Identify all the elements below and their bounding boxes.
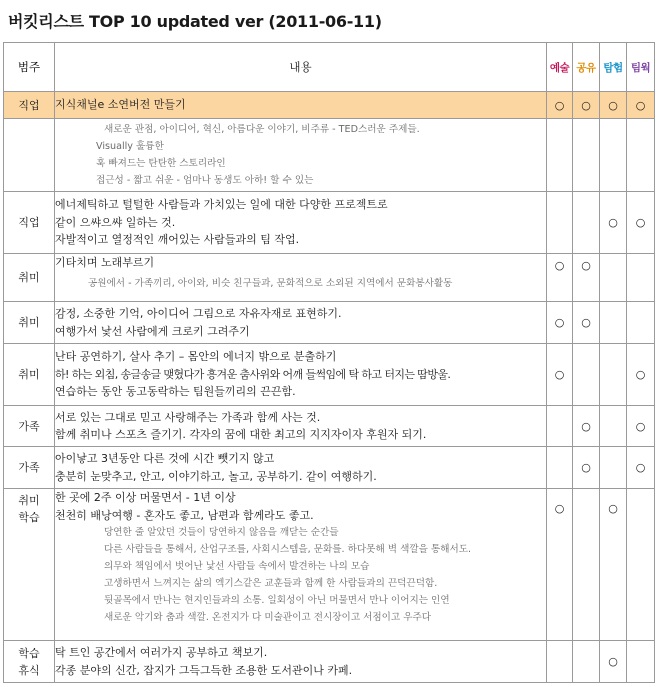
mark-teamwork: ○ <box>635 419 646 433</box>
category-label: 취미 <box>18 494 40 507</box>
detail-line: Visually 훌륭한 <box>96 141 164 152</box>
header-content: 내용 <box>55 43 547 92</box>
mark-cell <box>547 92 573 119</box>
mark-cell <box>600 406 627 447</box>
mark-cell <box>573 192 600 254</box>
mark-cell <box>573 641 600 683</box>
category-cell <box>4 302 55 344</box>
content-cell <box>55 302 547 344</box>
mark-cell <box>547 641 573 683</box>
table-row <box>4 192 655 254</box>
mark-share: ○ <box>581 259 591 272</box>
mark-cell <box>627 344 655 406</box>
mark-cell <box>600 192 627 254</box>
table-row <box>4 447 655 489</box>
mark-cell <box>600 119 627 192</box>
content-cell <box>55 344 547 406</box>
mark-cell <box>600 92 627 119</box>
mark-cell <box>600 489 627 641</box>
mark-cell <box>600 447 627 489</box>
detail-line: 접근성 - 짧고 쉬운 - 엄마나 동생도 아하! 할 수 있는 <box>96 175 314 186</box>
mark-cell <box>600 344 627 406</box>
detail-line: 당연한 줄 알았던 것들이 당연하지 않음을 깨닫는 순간들 <box>104 527 339 538</box>
table-row <box>4 406 655 447</box>
category-cell <box>4 192 55 254</box>
content-cell <box>55 447 547 489</box>
content-line: 하! 하는 외침, 송글송글 맺혔다가 흥겨운 춤사위와 어깨 들썩임에 탁 하고 터지는 땀방울. <box>55 367 451 381</box>
mark-share: ○ <box>581 98 591 112</box>
mark-cell <box>627 489 655 641</box>
content-line: 아이낳고 3년동안 다른 것에 시간 뺏기지 않고 <box>55 452 275 465</box>
mark-cell <box>600 302 627 344</box>
mark-teamwork: ○ <box>635 461 646 474</box>
category-cell <box>4 406 55 447</box>
mark-share: ○ <box>581 316 591 329</box>
category-cell <box>4 447 55 489</box>
mark-art: ○ <box>554 259 565 272</box>
content-cell <box>55 192 547 254</box>
mark-cell <box>627 254 655 302</box>
content-line: 기타치며 노래부르기 <box>55 256 155 269</box>
content-cell <box>55 119 547 192</box>
table-row <box>4 254 655 302</box>
mark-cell <box>573 406 600 447</box>
mark-cell <box>573 344 600 406</box>
table-row <box>4 344 655 406</box>
category-label: 취미 <box>18 271 40 284</box>
mark-cell <box>600 254 627 302</box>
detail-line: 다른 사람들을 통해서, 산업구조를, 사회시스템을, 문화를. 하다못해 벽 색깔을 통해서도. <box>104 544 472 555</box>
mark-cell <box>627 192 655 254</box>
table-row <box>4 302 655 344</box>
mark-art: ○ <box>554 368 565 381</box>
mark-cell <box>547 302 573 344</box>
mark-cell <box>547 119 573 192</box>
content-cell <box>55 641 547 683</box>
mark-teamwork: ○ <box>635 216 646 229</box>
mark-cell <box>547 192 573 254</box>
mark-teamwork: ○ <box>635 98 646 112</box>
content-line: 에너제틱하고 털털한 사람들과 가치있는 일에 대한 다양한 프로젝트로 <box>55 198 388 212</box>
mark-art: ○ <box>554 316 565 329</box>
header-category: 범주 <box>4 43 55 92</box>
header-explore: 탐험 <box>600 43 627 92</box>
mark-cell <box>547 344 573 406</box>
table-row <box>4 92 655 119</box>
content-cell <box>55 406 547 447</box>
content-line: 여행가서 낯선 사람에게 크로키 그려주기 <box>55 324 250 338</box>
mark-explore: ○ <box>608 502 618 515</box>
category-cell <box>4 92 55 119</box>
content-line: 난타 공연하기, 살사 추기 – 몸안의 에너지 밖으로 분출하기 <box>55 350 337 364</box>
mark-share: ○ <box>581 461 591 474</box>
category-cell <box>4 641 55 683</box>
bucket-list-table <box>3 42 655 683</box>
category-cell <box>4 254 55 302</box>
header-art: 예술 <box>547 43 573 92</box>
detail-line: 공원에서 - 가족끼리, 아이와, 비슷 친구들과, 문화적으로 소외된 지역에서 문화봉사활동 <box>88 277 453 289</box>
mark-explore: ○ <box>608 655 618 668</box>
content-line: 각종 분야의 신간, 잡지가 그득그득한 조용한 도서관이나 카페. <box>55 663 353 677</box>
category-label: 휴식 <box>18 663 40 677</box>
header-share: 공유 <box>573 43 600 92</box>
table-row <box>4 489 655 641</box>
mark-explore: ○ <box>608 216 618 229</box>
header-teamwork: 팀웍 <box>627 43 655 92</box>
mark-cell <box>627 92 655 119</box>
mark-cell <box>573 447 600 489</box>
detail-line: 뒷골목에서 만나는 현지인들과의 소통. 일회성이 아닌 머물면서 만나 이어지는 인연 <box>104 595 450 606</box>
mark-cell <box>627 119 655 192</box>
content-line: 연습하는 동안 동고동락하는 팀원들끼리의 끈끈함. <box>55 385 296 399</box>
mark-cell <box>600 641 627 683</box>
mark-cell <box>627 302 655 344</box>
table-row <box>4 119 655 192</box>
category-label: 직업 <box>18 216 40 229</box>
page-title: 버킷리스트 TOP 10 updated ver (2011-06-11) <box>8 12 382 31</box>
detail-line: 의무와 책임에서 벗어난 낯선 사람들 속에서 발견하는 나의 모습 <box>104 561 370 572</box>
content-line: 감정, 소중한 기억, 아이디어 그림으로 자유자재로 표현하기. <box>55 307 342 320</box>
mark-explore: ○ <box>608 98 618 112</box>
category-label: 취미 <box>18 316 40 329</box>
table-row <box>4 641 655 683</box>
content-line: 천천히 배낭여행 - 혼자도 좋고, 남편과 함께라도 좋고. <box>55 508 314 522</box>
mark-cell <box>627 641 655 683</box>
mark-art: ○ <box>554 502 565 515</box>
mark-teamwork: ○ <box>635 368 646 381</box>
mark-cell <box>547 447 573 489</box>
mark-cell <box>573 119 600 192</box>
detail-line: 새로운 관점, 아이디어, 혁신, 아름다운 이야기, 비주류 - TED스러운 주제들. <box>104 124 420 135</box>
mark-cell <box>573 302 600 344</box>
content-line: 자발적이고 열정적인 깨어있는 사람들과의 팀 작업. <box>55 233 300 247</box>
content-line: 충분히 눈맞추고, 안고, 이야기하고, 놀고, 공부하기. 같이 여행하기. <box>55 469 377 483</box>
mark-cell <box>573 489 600 641</box>
detail-line: 고생하면서 느껴지는 삶의 엑기스같은 교훈들과 함께 한 사람들과의 끈덕끈덕함. <box>104 578 438 589</box>
content-line: 같이 으쌰으쌰 일하는 것. <box>55 215 176 229</box>
category-label: 가족 <box>18 419 40 433</box>
mark-cell <box>573 92 600 119</box>
content-line: 함께 취미나 스포츠 즐기기. 각자의 꿈에 대한 최고의 지지자이자 후원자 되기. <box>55 428 427 441</box>
category-label: 학습 <box>18 511 40 524</box>
mark-cell <box>573 254 600 302</box>
category-cell <box>4 489 55 641</box>
category-cell <box>4 119 55 192</box>
mark-cell <box>627 406 655 447</box>
category-cell <box>4 344 55 406</box>
category-label: 취미 <box>18 368 40 381</box>
category-label: 학습 <box>18 646 40 660</box>
mark-cell <box>627 447 655 489</box>
content-cell <box>55 92 547 119</box>
mark-cell <box>547 254 573 302</box>
content-line: 지식채널e 소연버전 만들기 <box>55 98 186 112</box>
mark-art: ○ <box>554 98 565 112</box>
content-cell <box>55 254 547 302</box>
detail-line: 훅 빠져드는 탄탄한 스토리라인 <box>96 158 226 169</box>
content-line: 서로 있는 그대로 믿고 사랑해주는 가족과 함께 사는 것. <box>55 410 321 424</box>
header-row <box>4 43 655 92</box>
content-line: 한 곳에 2주 이상 머물면서 - 1년 이상 <box>55 491 236 504</box>
category-label: 가족 <box>18 461 40 474</box>
content-line: 탁 트인 공간에서 여러가지 공부하고 책보기. <box>55 646 268 659</box>
detail-line: 새로운 악기와 춤과 색깔. 온전지가 다 미술관이고 전시장이고 서점이고 우주다 <box>104 612 432 623</box>
mark-share: ○ <box>581 419 591 433</box>
category-label: 직업 <box>18 98 40 112</box>
mark-cell <box>547 489 573 641</box>
mark-cell <box>547 406 573 447</box>
content-cell <box>55 489 547 641</box>
